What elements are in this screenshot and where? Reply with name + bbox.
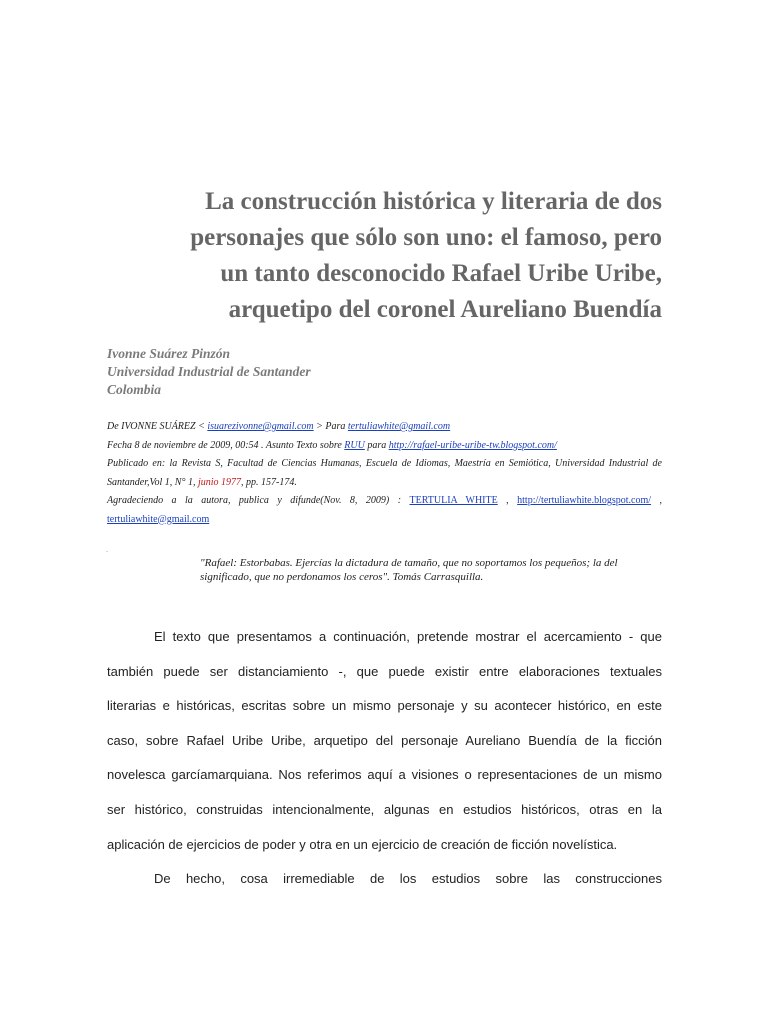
separator: , xyxy=(497,495,518,506)
thanks-text: Agradeciendo a la autora, publica y difunde(Nov. 8, 2009) : xyxy=(107,495,410,506)
date-text: Fecha 8 de noviembre de 2009, 00:54 . Asunto Texto sobre xyxy=(107,439,345,451)
paragraph-line: aplicación de ejercicios de poder y otra en un ejercicio de creación de ficción novelística. xyxy=(107,836,618,852)
title-line: un tanto desconocido Rafael Uribe Uribe, xyxy=(220,260,662,287)
title-line: personajes que sólo son uno: el famoso, pero xyxy=(190,224,662,251)
title-line: arquetipo del coronel Aureliano Buendía xyxy=(228,296,662,323)
para-text: para xyxy=(364,439,389,451)
paragraph-line: también puede ser distanciamiento -, que puede existir entre elaboraciones textuales xyxy=(107,663,662,679)
body-text xyxy=(107,620,662,897)
recipient-email-link[interactable]: tertuliawhite@gmail.com xyxy=(347,421,451,432)
paragraph-line: De hecho, cosa irremediable de los estudios sobre las construcciones xyxy=(154,871,662,887)
paragraph xyxy=(107,620,662,862)
paragraph-line: literarias e históricas, escritas sobre un mismo personaje y su acontecer histórico, en este xyxy=(107,698,662,714)
paragraph-line: ser histórico, construidas intencionalmente, algunas en estudios históricos, otras en la xyxy=(107,801,662,817)
published-date: junio 1977 xyxy=(197,476,242,488)
tertulia-white-link[interactable]: TERTULIA WHITE xyxy=(409,495,498,506)
paragraph xyxy=(107,862,662,897)
epigraph-quote: "Rafael: Estorbabas. Ejercías la dictadura de tamaño, que no soportamos los pequeños; la del significado, que no perdonamos los ceros". Tomás Carrasquilla. xyxy=(200,557,618,583)
publication-metadata xyxy=(107,418,662,529)
paragraph-line: El texto que presentamos a continuación, pretende mostrar el acercamiento - que xyxy=(154,629,662,644)
from-label: De IVONNE SUÁREZ < xyxy=(107,421,208,432)
section-marker: . xyxy=(106,545,108,554)
paragraph-line: caso, sobre Rafael Uribe Uribe, arquetipo del personaje Aureliano Buendía de la ficción xyxy=(107,732,662,748)
paragraph-line: novelesca garcíamarquiana. Nos referimos aquí a visiones o representaciones de un mismo xyxy=(107,767,662,783)
subject-link[interactable]: RUU xyxy=(344,439,365,451)
separator: , xyxy=(651,495,662,506)
sender-email-link[interactable]: isuarezivonne@gmail.com xyxy=(207,421,314,432)
published-pages: , pp. 157-174. xyxy=(241,476,297,488)
date-subject-line xyxy=(107,437,662,456)
tertulia-email-link[interactable]: tertuliawhite@gmail.com xyxy=(107,513,210,525)
email-header-line xyxy=(107,418,662,437)
thanks-line xyxy=(107,492,662,529)
title-line: La construcción histórica y literaria de dos xyxy=(205,188,662,215)
tertulia-blog-link[interactable]: http://tertuliawhite.blogspot.com/ xyxy=(517,495,652,506)
author-institution: Universidad Industrial de Santander xyxy=(107,364,311,379)
author-name: Ivonne Suárez Pinzón xyxy=(107,346,231,361)
published-text: Publicado en: la Revista S, Facultad de Ciencias Humanas, Escuela de Idiomas, Maestría en Semiótica, Universidad Industrial de Santander,Vol 1, N° 1, xyxy=(107,458,662,488)
author-block xyxy=(107,345,311,399)
published-line xyxy=(107,455,662,492)
blog-link[interactable]: http://rafael-uribe-uribe-tw.blogspot.com/ xyxy=(388,439,557,451)
document-title xyxy=(100,184,662,328)
author-country: Colombia xyxy=(107,382,162,397)
to-label: > Para xyxy=(313,421,348,432)
